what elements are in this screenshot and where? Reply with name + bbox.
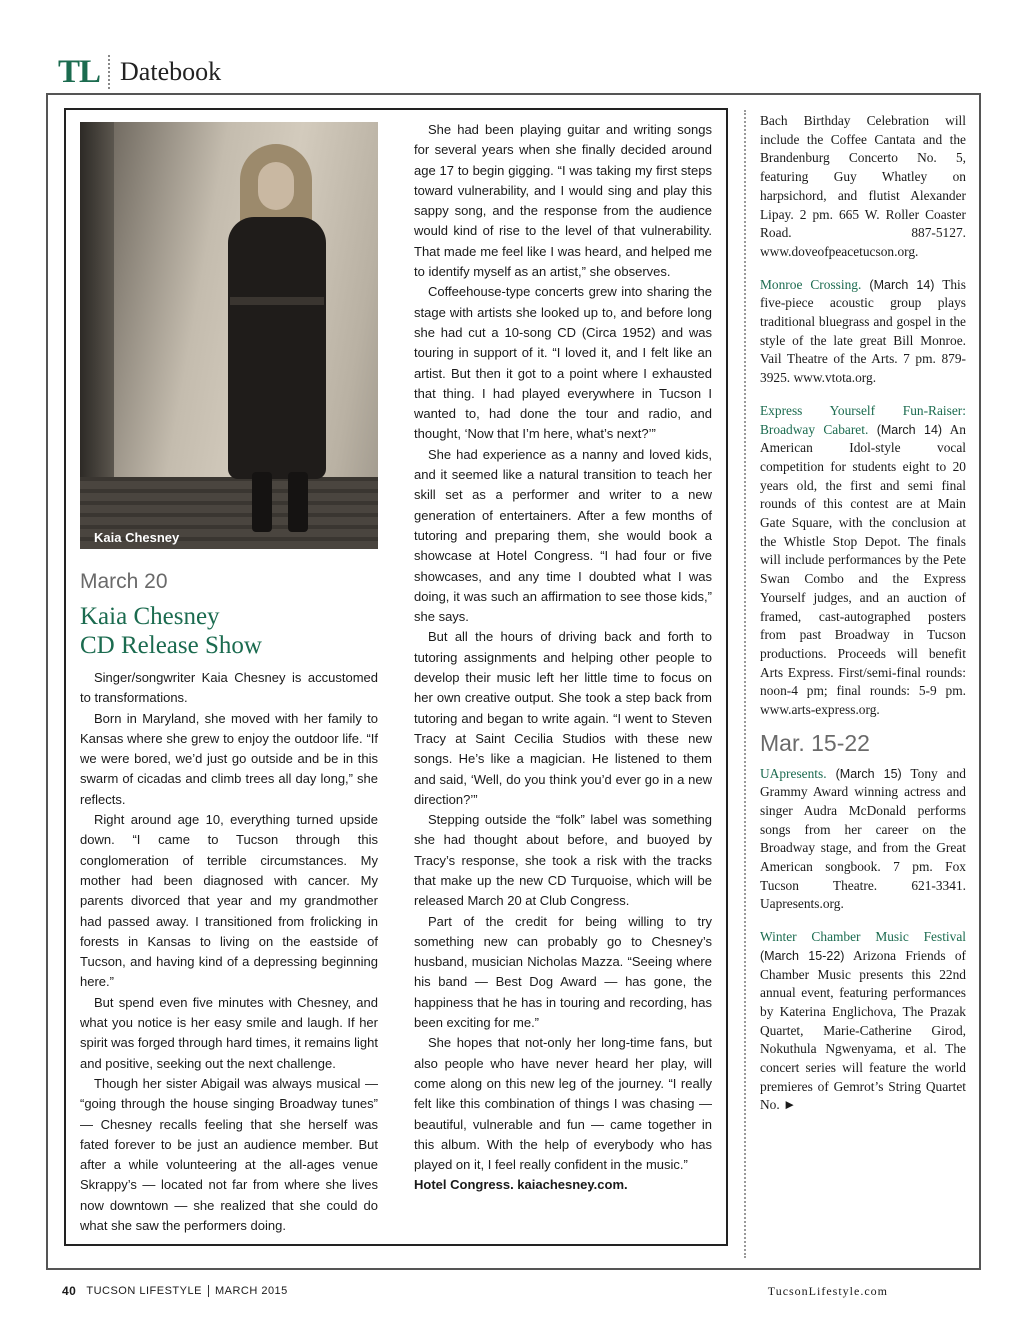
listing-title: Monroe Crossing. [760,276,862,292]
paragraph: But all the hours of driving back and forth to tutoring assignments and helping other people to develop their music left her little time to focus on her own creative output. She took a step back from tutoring and began to write again. “I went to Steven Tracy at Saint Cecilia Studios with these new songs. He’s like a magician. He listened to them and said, ‘Well, do you think you’d ever go in a new direction?’” [414,629,712,807]
paragraph: Born in Maryland, she moved with her family to Kansas where she grew to enjoy the outdoor life. “If we were bored, we’d just go outside and be in this swarm of cicadas and climb trees all day long,” she reflects. [80,710,378,807]
listing-title: Winter Chamber Music Festival [760,929,966,945]
photo-boot-left [252,472,272,532]
tl-logo: TL [58,53,101,90]
paragraph: Singer/songwriter Kaia Chesney is accustomed to transformations. [80,670,378,706]
frame-left-rule [46,93,48,1270]
page-header [58,52,221,92]
artist-photo [80,122,378,549]
paragraph: She hopes that not-only her long-time fans, but also people who have never heard her play, will come along on this new leg of the journey. “I really felt like this combination of things I was chasing — beautiful, vulnerable and fun — came together in this album. With the help of everybody who has played on it, I feel really confident in the music.” [414,1035,712,1173]
photo-caption: Kaia Chesney [94,530,180,545]
header-divider [108,55,110,89]
paragraph: Stepping outside the “folk” label was something she had thought about before, and buoyed by Tracy’s response, she took a risk with the tracks that make up the new CD Turquoise, which will be released March 20 at Club Congress. [414,812,712,909]
paragraph: Though her sister Abigail was always musical — “going through the house singing Broadway tunes” — Chesney recalls feeling that she herself was fated forever to be just an audience member. But after a while volunteering at the all-ages venue Skrappy’s — located not far from where she lives now downtown — she realized that she could do what she saw the performers doing. [80,1075,378,1234]
feature-title-line2: CD Release Show [80,632,262,659]
listing-body: This five-piece acoustic group plays traditional bluegrass and gospel in the style of the late great Bill Monroe. Vail Theatre of the Arts. 7 pm. 879-3925. www.vtota.org. [760,276,966,386]
website-url: TucsonLifestyle.com [767,1284,888,1298]
photo-face [258,162,294,210]
bottom-rule [46,1268,981,1270]
listing-title: Express Yourself Fun-Raiser: Broadway Cabaret. [760,402,966,437]
feature-title [80,602,380,660]
page-footer [62,1284,288,1298]
paragraph: Coffeehouse-type concerts grew into sharing the stage with artists she looked up to, and before long she had cut a 10-song CD (Circa 1952) and was touring in support of it. “I loved it, and I felt like an artist. But then it got to a point where I exhausted that thing. I had played everywhere in Tucson I wanted to, had done the tour and radio, and thought, ‘Now that I’m here, what’s next?’” [414,284,712,442]
listing-express [760,402,966,720]
listings-column [760,112,966,1129]
listing-body: Tony and Grammy Award winning actress and singer Audra McDonald performs songs from her career on the Broadway stage, and from the Great American songbook. 7 pm. Fox Tucson Theatre. 621-3341. Uapresents.org. [760,765,966,912]
top-rule [46,93,981,95]
photo-belt [230,297,324,305]
paragraph: But spend even five minutes with Chesney, and what you notice is her easy smile and laugh. If her spirit was forged through hard times, it remains light and positive, seeking out the next challenge. [80,994,378,1071]
listing-monroe [760,276,966,388]
listing-winter-chamber [760,928,966,1115]
listing-uapresents [760,765,966,915]
listing-body: An American Idol-style vocal competition for students eight to 20 years old, the first and semi final rounds of this contest are at Main Gate Square, with the conclusion at the Whistle Stop Depot. The finals will include performances by the Pete Swan Combo and the Express Yourself judges, and an auction of framed, cast-autographed posters from past Broadway in Tucson productions. Proceeds will benefit Arts Express. First/semi-final rounds: noon-4 pm; final rounds: 5-9 pm. www.arts-express.org. [760,421,967,718]
paragraph: Part of the credit for being willing to try something new can probably go to Chesney’s husband, musician Nicholas Mazza. “Seeing where his band — Best Dog Award — has gone, the happiness that he has in touring and recording, has been exciting for me.” [414,913,712,1031]
listing-date: (March 14) [868,422,943,437]
magazine-name: TUCSON LIFESTYLE [86,1285,202,1297]
feature-date: March 20 [80,570,168,593]
section-title: Datebook [120,57,222,86]
photo-boot-right [288,472,308,532]
article-column-2 [414,120,712,1196]
listing-date: (March 15) [826,766,902,781]
page-number: 40 [62,1284,77,1298]
listing-date: (March 14) [861,277,935,292]
paragraph: She had been playing guitar and writing songs for several years when she finally decided around age 17 to begin gigging. “I was taking my first steps toward vulnerability, and I would sing and play this sappy song, and the response from the audience would kind of rise to the level of that vulnerability. That made me feel like I was heard, and helped me to identify myself as an artist,” she observes. [414,122,712,280]
article-column-1 [80,668,378,1236]
issue-date: MARCH 2015 [214,1285,288,1297]
venue-credit: Hotel Congress. kaiachesney.com. [414,1177,628,1193]
date-range-heading: Mar. 15-22 [760,729,870,756]
paragraph: She had experience as a nanny and loved kids, and it seemed like a natural transition to teach her skill set as a performer and writer to a new generation of entertainers. After a few months of tutoring and preparing them, she would book a showcase at Hotel Congress. “I had four or five showcases, and any time I doubted what I was doing, it was such an affirmation to see those kids,” she says. [414,446,712,625]
photo-dress [228,217,326,479]
listing-date: (March 15-22) [760,948,845,963]
feature-title-line1: Kaia Chesney [80,603,220,630]
column-divider [744,110,746,1258]
listing-body: Arizona Friends of Chamber Music presents this 22nd annual event, featuring performances by Katerina Englichova, The Prazak Quartet, Marie-Catherine Girod, Nokuthula Ngwenyama, et al. The concert series will feature the world premieres of Gemrot’s String Quartet No. ► [760,947,966,1113]
listing-bach: Bach Birthday Celebration will include the Coffee Cantata and the Brandenburg Concerto No. 5, featuring Guy Whatley on harpsichord, and flutist Alexander Lipay. 2 pm. 665 W. Roller Coaster Road. 887-5127. www.doveofpeacetucson.org. [760,113,966,259]
footer-separator [208,1285,209,1297]
paragraph: Right around age 10, everything turned upside down. “I came to Tucson through this conglomeration of terrible circumstances. My mother had been diagnosed with cancer. My parents divorced that year and my grandmother had passed away. I transitioned from frolicking in forests in Kansas to living on the eastside of Tucson, and having kind of a depressing beginning here.” [80,812,378,990]
frame-right-rule [979,93,981,1270]
listing-title: UApresents. [760,765,827,781]
